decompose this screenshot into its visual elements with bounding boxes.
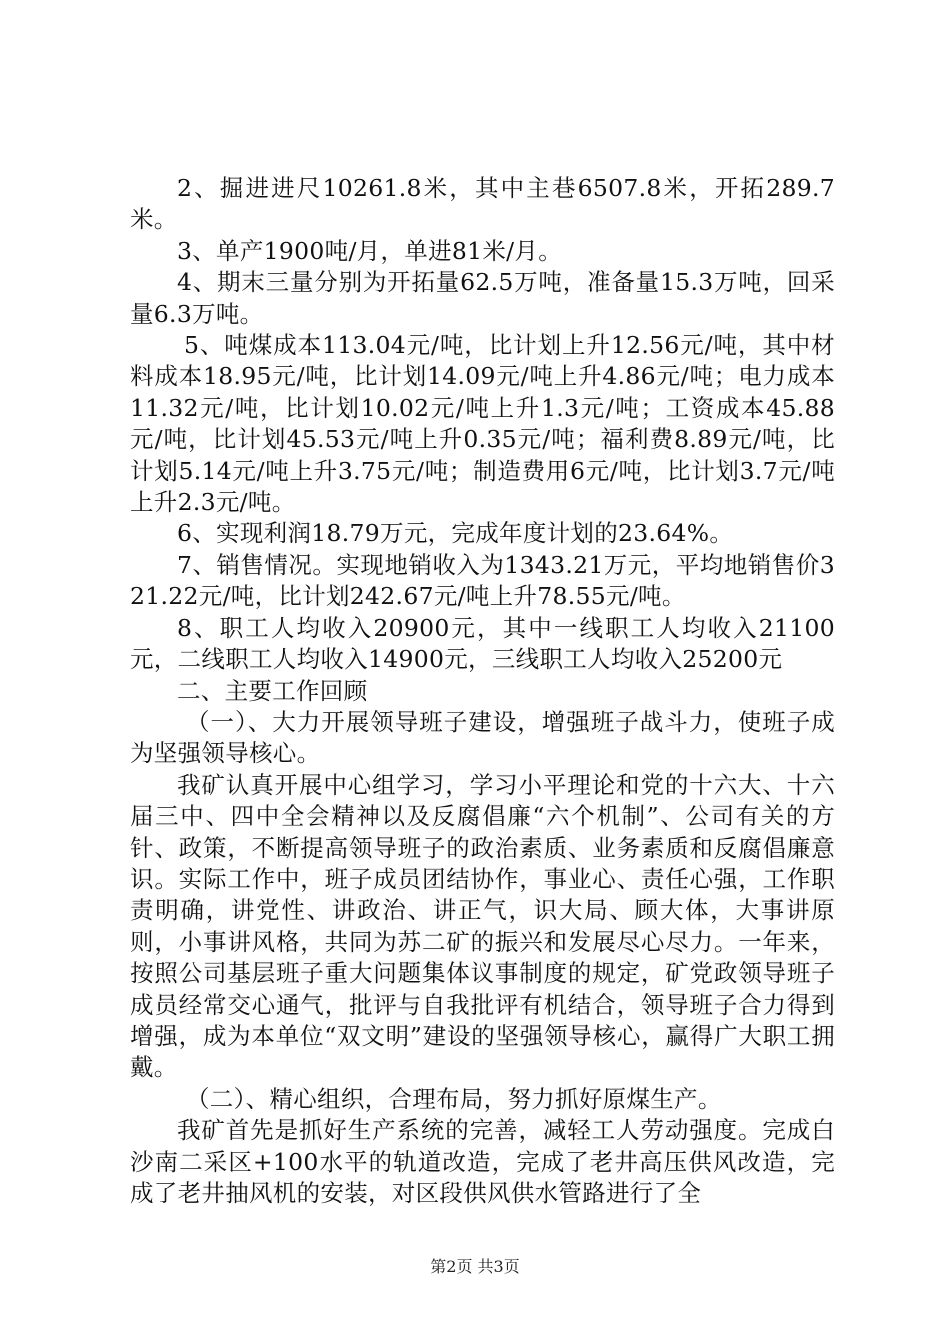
section-heading-review: 二、主要工作回顾: [177, 676, 368, 705]
subheading-production: （二）、精心组织，合理布局，努力抓好原煤生产。: [186, 1084, 722, 1113]
paragraph-excavation: 2、掘进进尺10261.8米，其中主巷6507.8米，开拓289.7米。: [130, 174, 835, 234]
paragraph-unit-output: 3、单产1900吨/月，单进81米/月。: [177, 236, 562, 265]
paragraph-sales: 7、销售情况。实现地销收入为1343.21万元，平均地销售价321.22元/吨，比计划242.67元/吨上升78.55元/吨。: [130, 550, 835, 611]
paragraph-production: 我矿首先是抓好生产系统的完善，减轻工人劳动强度。完成白沙南二采区+100水平的轨道改造，完成了老井高压供风改造，完成了老井抽风机的安装，对区段供风供水管路进行了全: [130, 1116, 835, 1207]
paragraph-leadership: 我矿认真开展中心组学习，学习小平理论和党的十六大、十六届三中、四中全会精神以及反腐倡廉“六个机制”、公司有关的方针、政策，不断提高领导班子的政治素质、业务素质和反腐倡廉意识。实际工作中，班子成员团结协作，事业心、责任心强，工作职责明确，讲党性、讲政治、讲正气，识大局、顾大体，大事讲原则，小事讲风格，共同为苏二矿的振兴和发展尽心尽力。一年来，按照公司基层班子重大问题集体议事制度的规定，矿党政领导班子成员经常交心通气，批评与自我批评有机结合，领导班子合力得到增强，成为本单位“双文明”建设的坚强领导核心，赢得广大职工拥戴。: [130, 770, 835, 1082]
paragraph-profit: 6、实现利润18.79万元，完成年度计划的23.64%。: [177, 519, 734, 548]
document-body: [130, 173, 835, 1209]
paragraph-cost: 5、吨煤成本113.04元/吨，比计划上升12.56元/吨，其中材料成本18.95元/吨，比计划14.09元/吨上升4.86元/吨；电力成本11.32元/吨，比计划10.02元/吨上升1.3元/吨；工资成本45.88元/吨，比计划45.53元/吨上升0.35元/吨；福利费8.89元/吨，比计划5.14元/吨上升3.75元/吨；制造费用6元/吨，比计划3.7元/吨上升2.3元/吨。: [130, 331, 835, 517]
paragraph-income: 8、职工人均收入20900元，其中一线职工人均收入21100元，二线职工人均收入14900元，三线职工人均收入25200元: [130, 613, 835, 674]
paragraph-reserves: 4、期末三量分别为开拓量62.5万吨，准备量15.3万吨，回采量6.3万吨。: [130, 268, 835, 328]
subheading-leadership: （一）、大力开展领导班子建设，增强班子战斗力，使班子成为坚强领导核心。: [130, 707, 835, 768]
page-footer: 第2页 共3页: [430, 1257, 520, 1276]
